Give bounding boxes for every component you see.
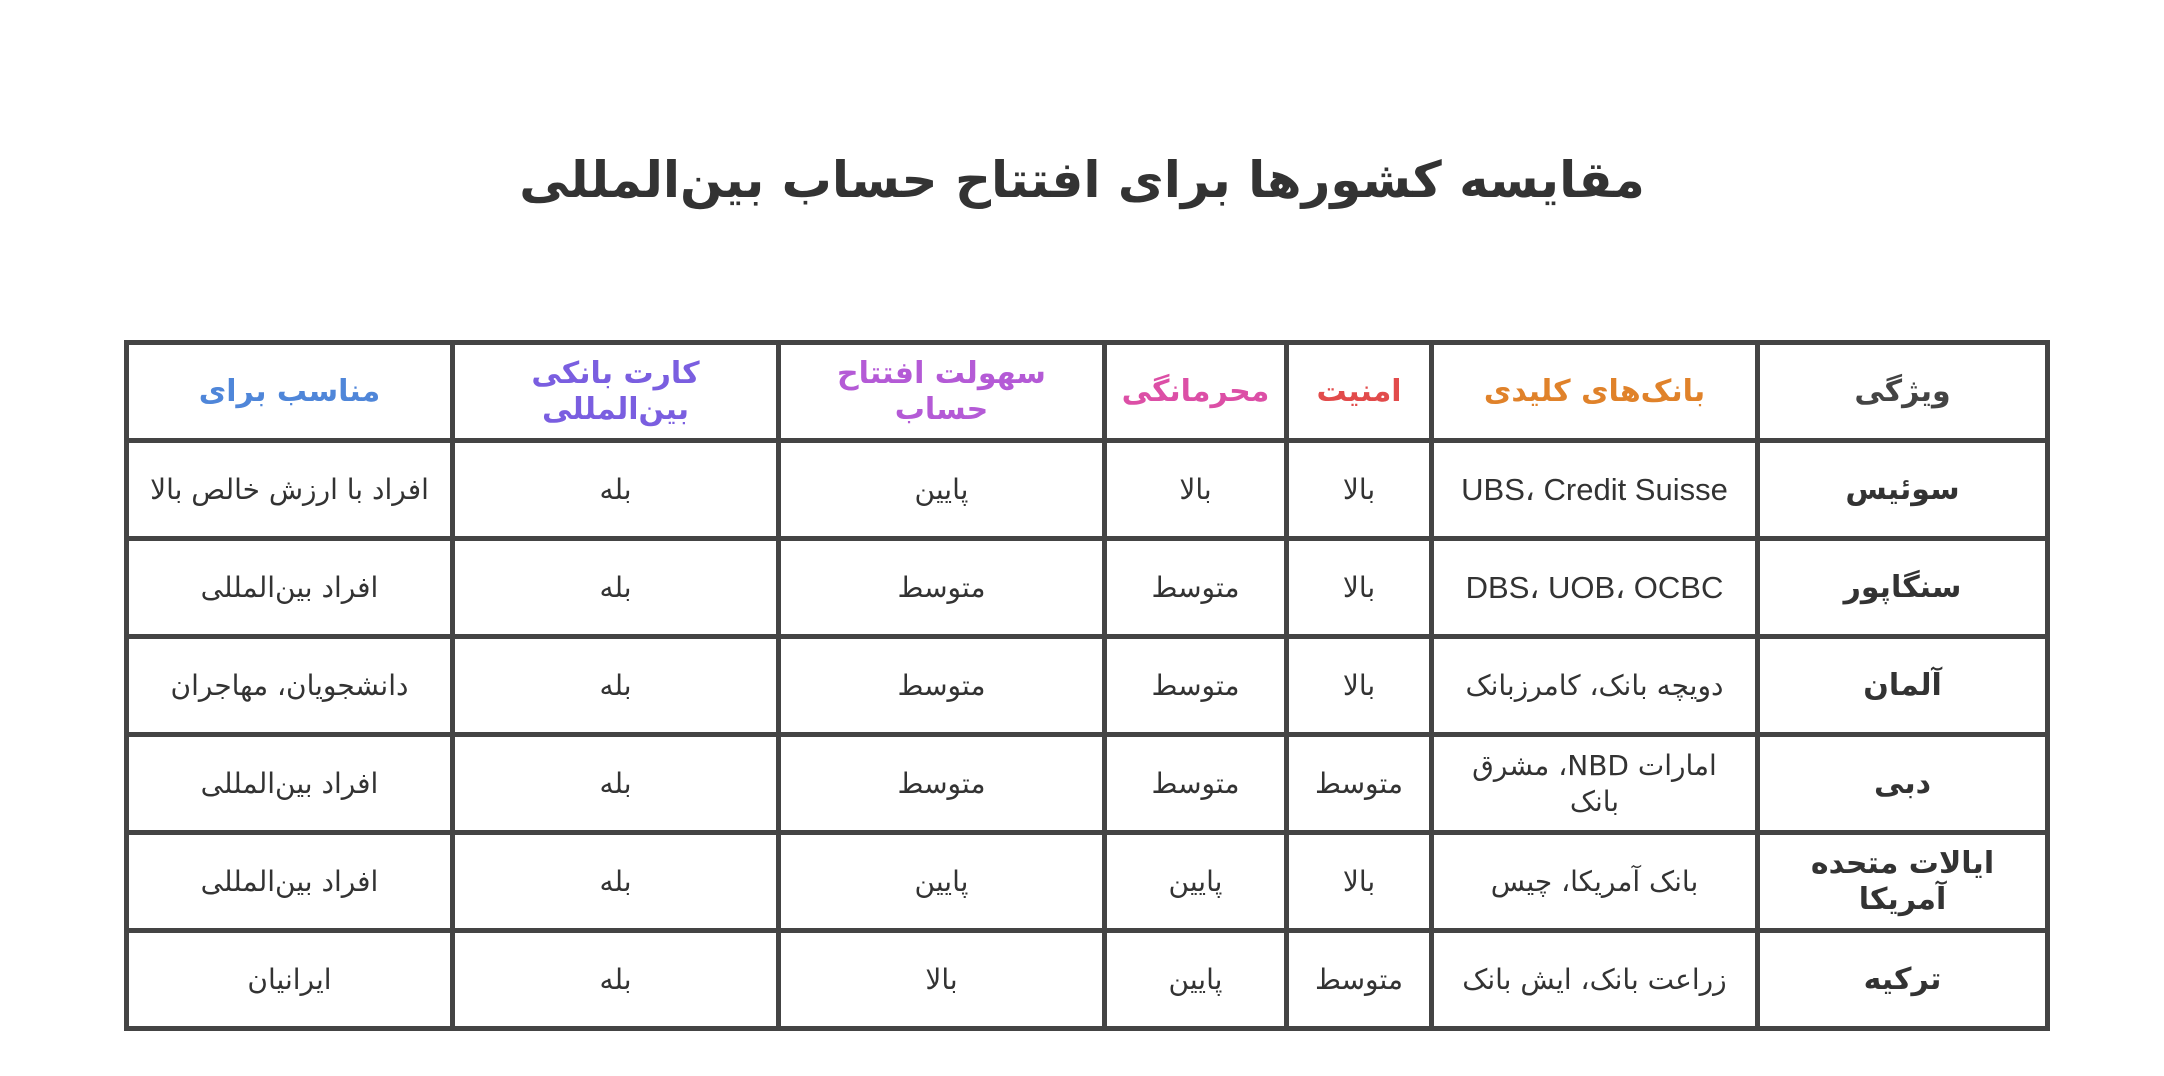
banks-cell: UBS، Credit Suisse bbox=[1432, 441, 1758, 539]
country-cell: ایالات متحده آمریکا bbox=[1758, 833, 2048, 931]
ease-cell: پایین bbox=[779, 833, 1105, 931]
table-row bbox=[127, 833, 2048, 931]
privacy-cell: بالا bbox=[1105, 441, 1287, 539]
comparison-table bbox=[124, 340, 2050, 1031]
suitable-cell: ایرانیان bbox=[127, 931, 453, 1029]
country-cell: دبی bbox=[1758, 735, 2048, 833]
suitable-cell: افراد بین‌المللی bbox=[127, 735, 453, 833]
security-cell: متوسط bbox=[1287, 931, 1432, 1029]
header-card: کارت بانکی بین‌المللی bbox=[453, 343, 779, 441]
table-row bbox=[127, 637, 2048, 735]
banks-cell: دویچه بانک، کامرزبانک bbox=[1432, 637, 1758, 735]
security-cell: متوسط bbox=[1287, 735, 1432, 833]
card-cell: بله bbox=[453, 539, 779, 637]
header-key-banks: بانک‌های کلیدی bbox=[1432, 343, 1758, 441]
suitable-cell: افراد با ارزش خالص بالا bbox=[127, 441, 453, 539]
header-suitable: مناسب برای bbox=[127, 343, 453, 441]
card-cell: بله bbox=[453, 931, 779, 1029]
country-cell: سوئیس bbox=[1758, 441, 2048, 539]
table-row bbox=[127, 735, 2048, 833]
ease-cell: متوسط bbox=[779, 735, 1105, 833]
country-cell: آلمان bbox=[1758, 637, 2048, 735]
security-cell: بالا bbox=[1287, 833, 1432, 931]
security-cell: بالا bbox=[1287, 539, 1432, 637]
banks-cell: DBS، UOB، OCBC bbox=[1432, 539, 1758, 637]
security-cell: بالا bbox=[1287, 441, 1432, 539]
table-header-row bbox=[127, 343, 2048, 441]
page-title: مقایسه کشورها برای افتتاح حساب بین‌المللی bbox=[519, 151, 1645, 209]
header-privacy: محرمانگی bbox=[1105, 343, 1287, 441]
ease-cell: پایین bbox=[779, 441, 1105, 539]
card-cell: بله bbox=[453, 833, 779, 931]
privacy-cell: پایین bbox=[1105, 931, 1287, 1029]
suitable-cell: افراد بین‌المللی bbox=[127, 833, 453, 931]
privacy-cell: متوسط bbox=[1105, 735, 1287, 833]
ease-cell: بالا bbox=[779, 931, 1105, 1029]
banks-cell: بانک آمریکا، چیس bbox=[1432, 833, 1758, 931]
suitable-cell: افراد بین‌المللی bbox=[127, 539, 453, 637]
ease-cell: متوسط bbox=[779, 637, 1105, 735]
card-cell: بله bbox=[453, 441, 779, 539]
header-feature: ویژگی bbox=[1758, 343, 2048, 441]
header-ease: سهولت افتتاح حساب bbox=[779, 343, 1105, 441]
header-security: امنیت bbox=[1287, 343, 1432, 441]
banks-cell: امارات NBD، مشرق بانک bbox=[1432, 735, 1758, 833]
table-row bbox=[127, 441, 2048, 539]
card-cell: بله bbox=[453, 637, 779, 735]
privacy-cell: متوسط bbox=[1105, 539, 1287, 637]
table-row bbox=[127, 931, 2048, 1029]
ease-cell: متوسط bbox=[779, 539, 1105, 637]
privacy-cell: متوسط bbox=[1105, 637, 1287, 735]
country-cell: سنگاپور bbox=[1758, 539, 2048, 637]
privacy-cell: پایین bbox=[1105, 833, 1287, 931]
card-cell: بله bbox=[453, 735, 779, 833]
table-row bbox=[127, 539, 2048, 637]
security-cell: بالا bbox=[1287, 637, 1432, 735]
banks-cell: زراعت بانک، ایش بانک bbox=[1432, 931, 1758, 1029]
suitable-cell: دانشجویان، مهاجران bbox=[127, 637, 453, 735]
country-cell: ترکیه bbox=[1758, 931, 2048, 1029]
